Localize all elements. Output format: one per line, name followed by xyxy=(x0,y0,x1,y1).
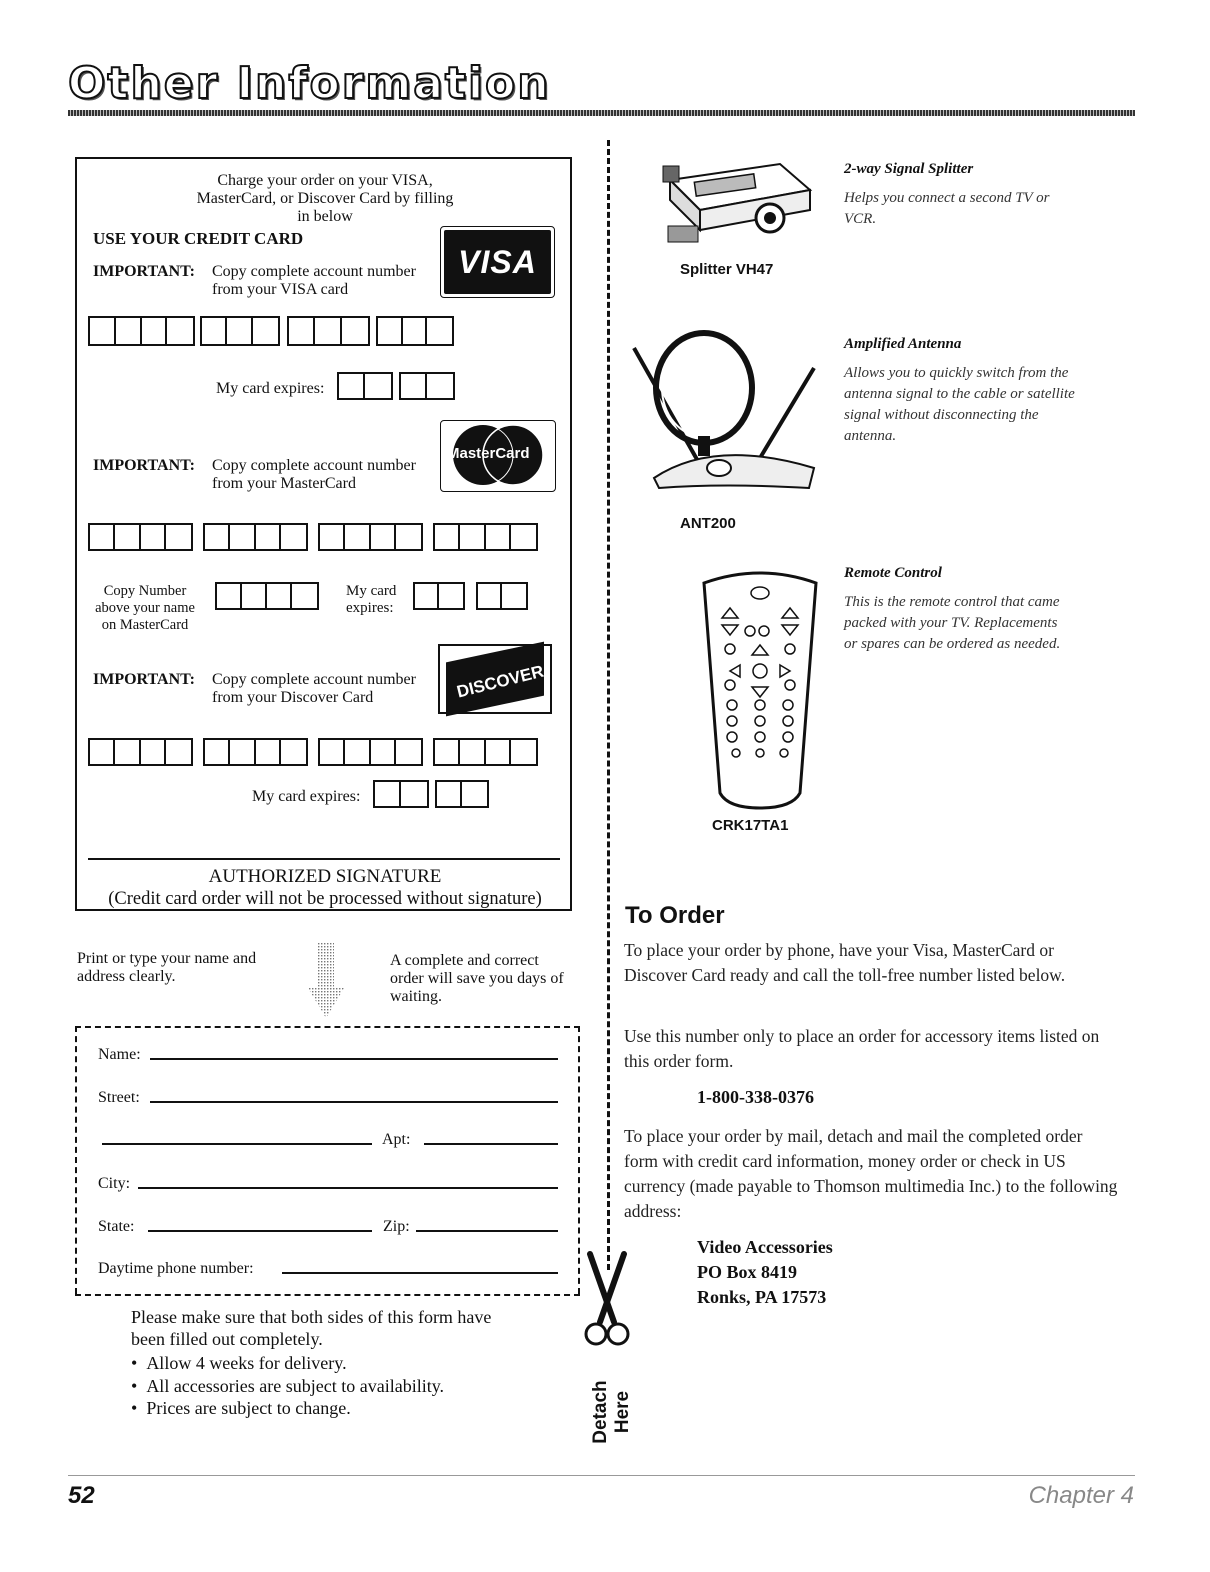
discover-logo-text: DISCOVER xyxy=(454,661,546,702)
product-code-remote: CRK17TA1 xyxy=(712,817,789,834)
visa-important-label: IMPORTANT: xyxy=(93,263,195,280)
street-label: Street: xyxy=(98,1089,140,1106)
mastercard-copy-number-label: Copy Number above your name on MasterCard xyxy=(95,583,195,633)
form-intro: Charge your order on your VISA, MasterCard, or Discover Card by filling in below xyxy=(196,172,454,225)
detach-here-label: Detach Here xyxy=(590,1380,633,1444)
to-order-usage-paragraph: Use this number only to place an order for accessory items listed on this order form. xyxy=(624,1026,1100,1071)
cut-line-left xyxy=(75,1026,77,1294)
chapter-label: Chapter 4 xyxy=(1028,1482,1134,1509)
apt-label: Apt: xyxy=(382,1131,411,1148)
mastercard-logo-text: MasterCard xyxy=(447,445,530,462)
cut-line-top xyxy=(75,1026,580,1028)
mastercard-instruction: Copy complete account number from your MasterCard xyxy=(212,457,416,492)
address-line: Ronks, PA 17573 xyxy=(697,1287,827,1307)
name-label: Name: xyxy=(98,1046,141,1063)
mastercard-expires-label: My card expires: xyxy=(346,583,397,616)
discover-account-group-2[interactable] xyxy=(203,738,308,766)
mailing-address xyxy=(697,1235,833,1310)
discover-important-label: IMPORTANT: xyxy=(93,671,195,688)
signature-title: AUTHORIZED SIGNATURE xyxy=(208,866,442,887)
mc-account-group-1[interactable] xyxy=(88,523,193,551)
antenna-image xyxy=(624,318,824,508)
list-item: • Prices are subject to change. xyxy=(131,1398,351,1418)
zip-label: Zip: xyxy=(383,1218,410,1235)
visa-account-group-3[interactable] xyxy=(287,316,370,346)
title-rule xyxy=(68,110,1135,116)
signature-line[interactable] xyxy=(88,858,560,860)
visa-logo-text: VISA xyxy=(458,243,537,280)
visa-account-group-2[interactable] xyxy=(200,316,280,346)
discover-logo xyxy=(438,644,552,714)
footer-rule xyxy=(68,1475,1135,1476)
product-name-remote: Remote Control xyxy=(844,565,942,581)
product-name-splitter: 2-way Signal Splitter xyxy=(844,161,974,177)
down-arrow-icon xyxy=(306,940,346,1020)
city-label: City: xyxy=(98,1175,131,1192)
street-field[interactable] xyxy=(150,1101,558,1103)
to-order-mail-paragraph: To place your order by mail, detach and mail the completed order form with credit card information, money order or check in US currency (made payable to Thomson multimedia Inc.) to the following address: xyxy=(624,1126,1118,1221)
visa-account-group-4[interactable] xyxy=(376,316,454,346)
mc-account-group-4[interactable] xyxy=(433,523,538,551)
to-order-phone-paragraph: To place your order by phone, have your Visa, MasterCard or Discover Card ready and call the toll-free number listed below. xyxy=(624,940,1066,985)
page-number: 52 xyxy=(68,1482,95,1509)
product-code-splitter: Splitter VH47 xyxy=(680,261,774,278)
splitter-image xyxy=(660,150,830,250)
toll-free-number: 1-800-338-0376 xyxy=(697,1087,814,1107)
phone-field[interactable] xyxy=(282,1272,558,1274)
signature-note: (Credit card order will not be processed without signature) xyxy=(108,889,542,909)
visa-expires-month[interactable] xyxy=(337,372,393,400)
apt-field[interactable] xyxy=(424,1143,558,1145)
page-title: Other Information xyxy=(68,58,551,109)
discover-account-group-1[interactable] xyxy=(88,738,193,766)
product-desc-remote: This is the remote control that came packed with your TV. Replacements or spares can be ordered as needed. xyxy=(844,594,1061,652)
discover-expires-month[interactable] xyxy=(373,780,429,808)
discover-expires-year[interactable] xyxy=(435,780,489,808)
discover-instruction: Copy complete account number from your Discover Card xyxy=(212,671,416,706)
form-heading: USE YOUR CREDIT CARD xyxy=(93,229,304,248)
state-field[interactable] xyxy=(148,1230,372,1232)
street-line-2-field[interactable] xyxy=(102,1143,372,1145)
mc-account-group-2[interactable] xyxy=(203,523,308,551)
column-separator xyxy=(607,140,610,1270)
name-field[interactable] xyxy=(150,1058,558,1060)
visa-expires-label: My card expires: xyxy=(216,380,325,397)
list-item: • Allow 4 weeks for delivery. xyxy=(131,1353,347,1373)
phone-label: Daytime phone number: xyxy=(98,1260,254,1277)
notes-list xyxy=(131,1352,531,1420)
city-field[interactable] xyxy=(138,1187,558,1189)
mastercard-logo xyxy=(440,420,556,492)
visa-instruction: Copy complete account number from your VISA card xyxy=(212,263,416,298)
remote-image xyxy=(700,563,820,813)
list-item: • All accessories are subject to availability. xyxy=(131,1375,445,1396)
mc-copy-number-boxes[interactable] xyxy=(215,582,319,610)
product-desc-splitter: Helps you connect a second TV or VCR. xyxy=(844,190,1050,227)
mastercard-important-label: IMPORTANT: xyxy=(93,457,195,474)
visa-expires-year[interactable] xyxy=(399,372,455,400)
visa-logo xyxy=(440,226,555,298)
discover-account-group-4[interactable] xyxy=(433,738,538,766)
product-desc-antenna: Allows you to quickly switch from the antenna signal to the cable or satellite signal without disconnecting the antenna. xyxy=(844,365,1075,444)
address-line: PO Box 8419 xyxy=(697,1262,798,1282)
visa-account-group-1[interactable] xyxy=(88,316,195,346)
zip-field[interactable] xyxy=(416,1230,558,1232)
product-code-antenna: ANT200 xyxy=(680,515,736,532)
completion-note: Please make sure that both sides of this form have been filled out completely. xyxy=(131,1307,492,1349)
product-name-antenna: Amplified Antenna xyxy=(844,336,962,352)
save-note: A complete and correct order will save you days of waiting. xyxy=(390,952,564,1005)
discover-expires-label: My card expires: xyxy=(252,788,361,805)
cut-line-bottom xyxy=(75,1294,580,1296)
mc-expires-year[interactable] xyxy=(476,582,528,610)
state-label: State: xyxy=(98,1218,135,1235)
mc-account-group-3[interactable] xyxy=(318,523,423,551)
address-line: Video Accessories xyxy=(697,1237,833,1257)
print-note: Print or type your name and address clearly. xyxy=(77,950,257,985)
to-order-heading: To Order xyxy=(625,902,725,929)
mc-expires-month[interactable] xyxy=(413,582,465,610)
discover-account-group-3[interactable] xyxy=(318,738,423,766)
